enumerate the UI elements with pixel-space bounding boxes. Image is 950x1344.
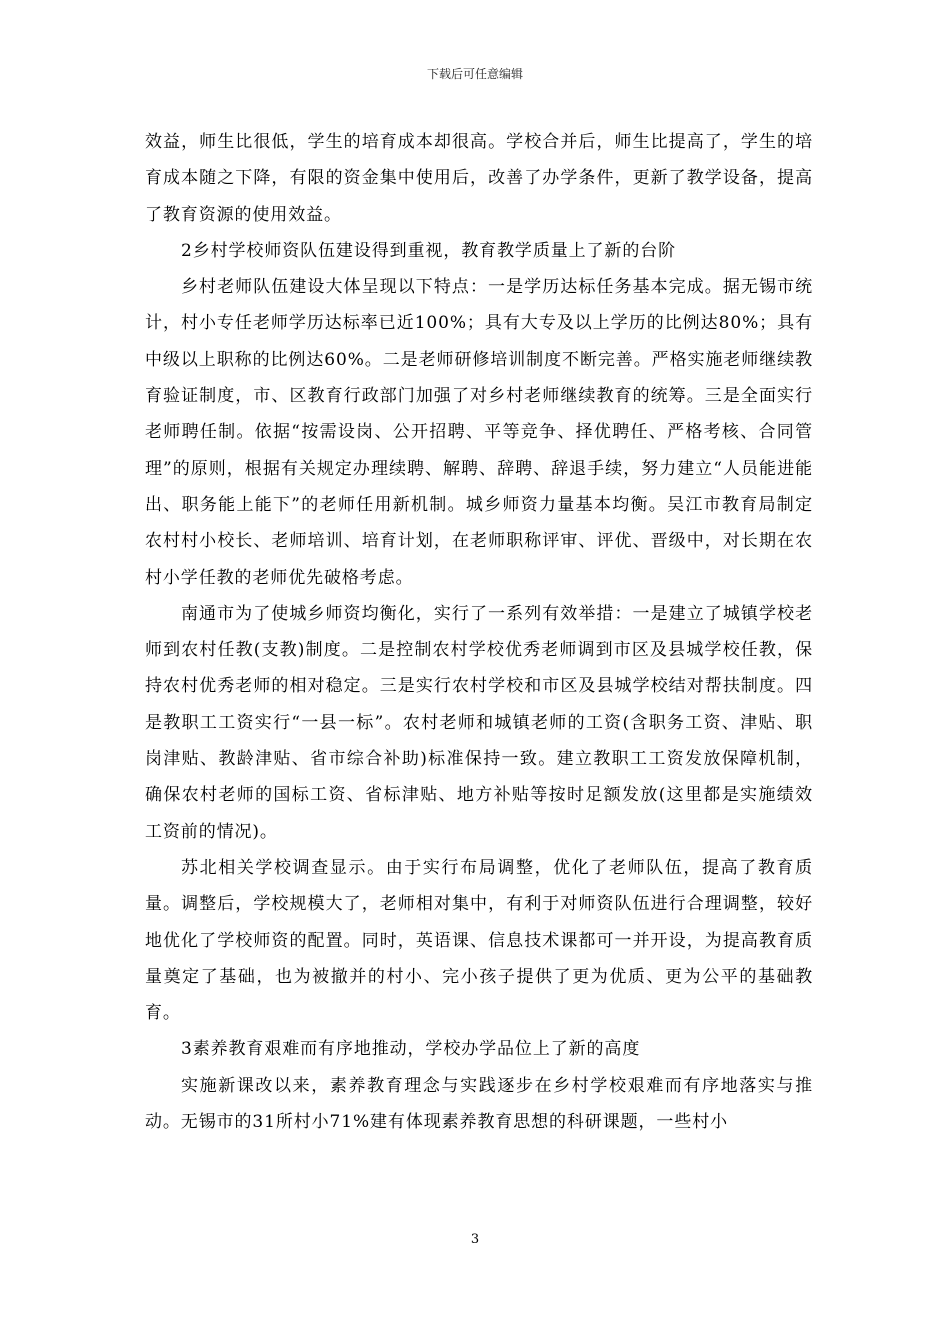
paragraph-quality-education: 实施新课改以来，素养教育理念与实践逐步在乡村学校艰难而有序地落实与推动。无锡市的31所村小71%建有体现素养教育思想的科研课题，一些村小: [145, 1075, 813, 1133]
page-number: 3: [470, 1232, 480, 1247]
section-heading-3: 3素养教育艰难而有序地推动，学校办学品位上了新的高度: [181, 1039, 641, 1060]
paragraph-teacher-team: 乡村老师队伍建设大体呈现以下特点：一是学历达标任务基本完成。据无锡市统计，村小专任老师学历达标率已近100%；具有大专及以上学历的比例达80%；具有中级以上职称的比例达60%。二是老师研修培训制度不断完善。严格实施老师继续教育验证制度，市、区教育行政部门加强了对乡村老师继续教育的统筹。三是全面实行老师聘任制。依据“按需设岗、公开招聘、平等竞争、择优聘任、严格考核、合同管理”的原则，根据有关规定办理续聘、解聘、辞聘、辞退手续，努力建立“人员能进能出、职务能上能下”的老师任用新机制。城乡师资力量基本均衡。吴江市教育局制定农村村小校长、老师培训、培育计划，在老师职称评审、评优、晋级中，对长期在农村小学任教的老师优先破格考虑。: [145, 277, 813, 588]
paragraph-nantong: 南通市为了使城乡师资均衡化，实行了一系列有效举措：一是建立了城镇学校老师到农村任教(支教)制度。二是控制农村学校优秀老师调到市区及县城学校任教，保持农村优秀老师的相对稳定。三是实行农村学校和市区及县城学校结对帮扶制度。四是教职工工资实行“一县一标”。农村老师和城镇老师的工资(含职务工资、津贴、职岗津贴、教龄津贴、省市综合补助)标准保持一致。建立教职工工资发放保障机制，确保农村老师的国标工资、省标津贴、地方补贴等按时足额发放(这里都是实施绩效工资前的情况)。: [145, 603, 813, 842]
page-header: 下载后可任意编辑: [426, 67, 523, 81]
paragraph-continued: 效益，师生比很低，学生的培育成本却很高。学校合并后，师生比提高了，学生的培育成本随之下降，有限的资金集中使用后，改善了办学条件，更新了教学设备，提高了教育资源的使用效益。: [145, 132, 813, 225]
document-body: [145, 124, 813, 1140]
section-heading-2: 2乡村学校师资队伍建设得到重视，教育教学质量上了新的台阶: [181, 240, 677, 261]
paragraph-subei: 苏北相关学校调查显示。由于实行布局调整，优化了老师队伍，提高了教育质量。调整后，学校规模大了，老师相对集中，有利于对师资队伍进行合理调整，较好地优化了学校师资的配置。同时，英语课、信息技术课都可一并开设，为提高教育质量奠定了基础，也为被撤并的村小、完小孩子提供了更为优质、更为公平的基础教育。: [145, 857, 813, 1024]
